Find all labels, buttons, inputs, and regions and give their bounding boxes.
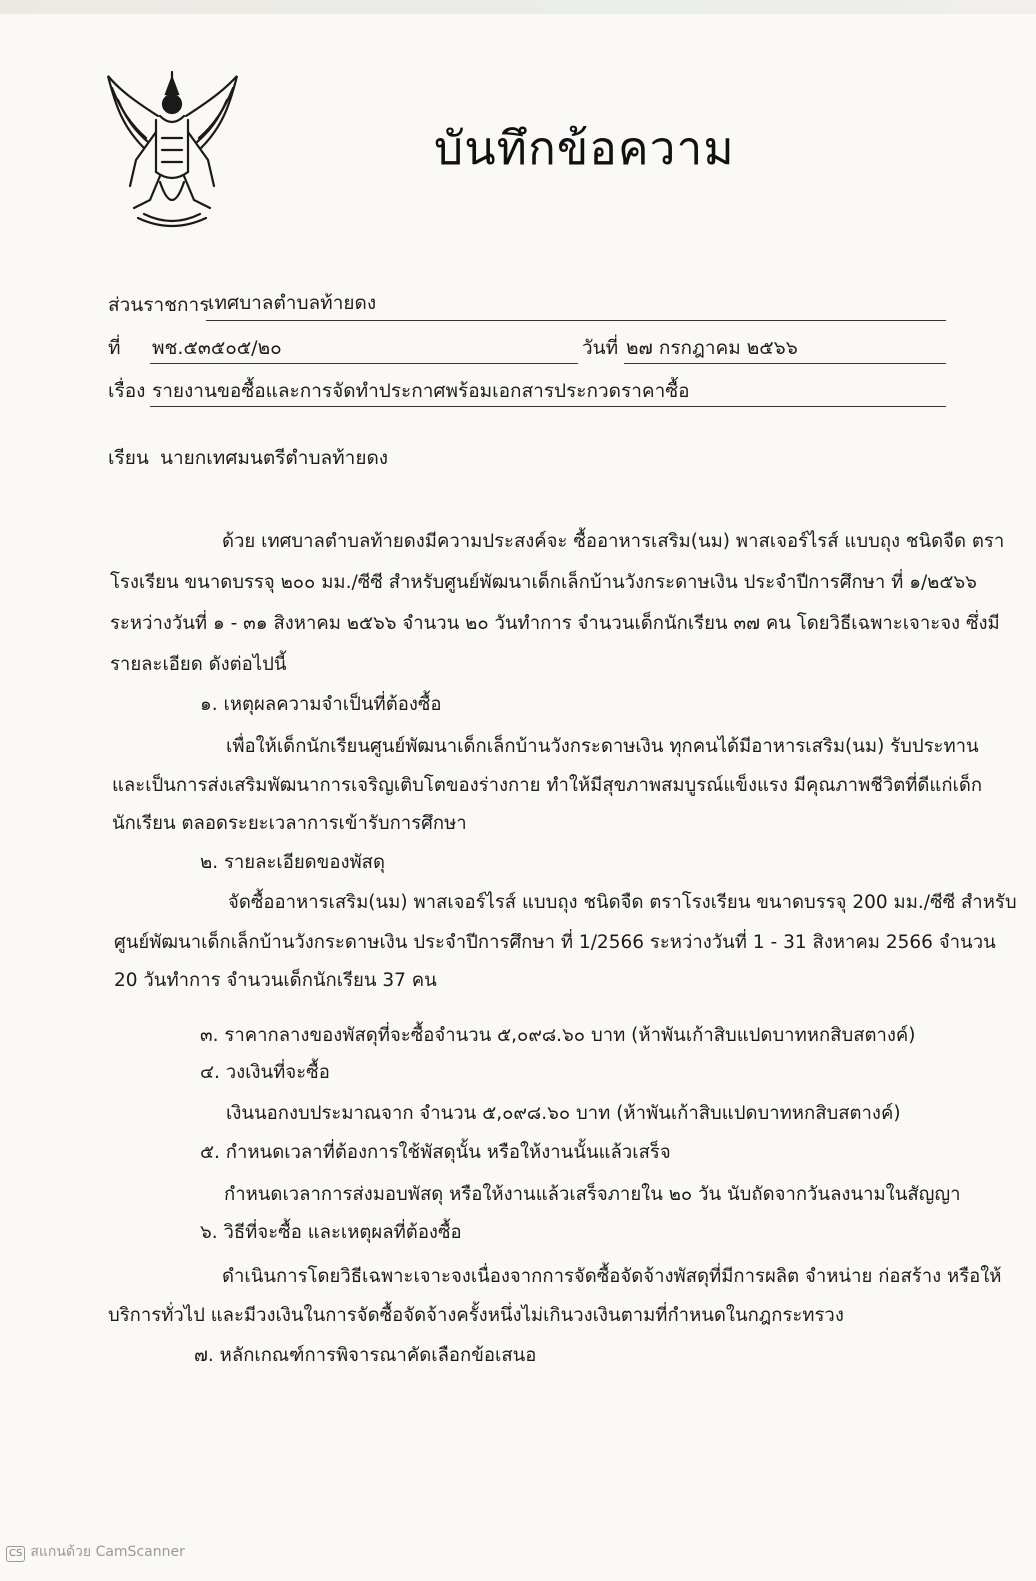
garuda-emblem-icon <box>100 68 245 230</box>
section-1-line: นักเรียน ตลอดระยะเวลาการเข้ารับการศึกษา <box>112 813 467 834</box>
section-3-heading: ๓. ราคากลางของพัสดุที่จะซื้อจำนวน ๕,๐๙๘.๖๐ บาท (ห้าพันเก้าสิบแปดบาทหกสิบสตางค์) <box>200 1025 916 1046</box>
intro-line: รายละเอียด ดังต่อไปนี้ <box>110 654 287 675</box>
camscanner-watermark <box>6 1541 185 1563</box>
section-2-line: ศูนย์พัฒนาเด็กเล็กบ้านวังกระดาษเงิน ประจำปีการศึกษา ที่ 1/2566 ระหว่างวันที่ 1 - 31 สิงหาคม 2566 จำนวน <box>114 932 996 953</box>
date-label: วันที่ <box>582 337 619 359</box>
section-4-line: เงินนอกงบประมาณจาก จำนวน ๕,๐๙๘.๖๐ บาท (ห้าพันเก้าสิบแปดบาทหกสิบสตางค์) <box>226 1103 901 1124</box>
to-value: นายกเทศมนตรีตำบลท้ายดง <box>160 447 389 469</box>
agency-line <box>206 320 946 321</box>
section-6-heading: ๖. วิธีที่จะซื้อ และเหตุผลที่ต้องซื้อ <box>200 1222 462 1243</box>
section-6-line: ดำเนินการโดยวิธีเฉพาะเจาะจงเนื่องจากการจัดซื้อจัดจ้างพัสดุที่มีการผลิต จำหน่าย ก่อสร้าง หรือให้ <box>222 1266 1002 1287</box>
section-1-line: และเป็นการส่งเสริมพัฒนาการเจริญเติบโตของร่างกาย ทำให้มีสุขภาพสมบูรณ์แข็งแรง มีคุณภาพชีวิตที่ดีแก่เด็ก <box>112 775 983 796</box>
ref-value: พช.๕๓๕๐๕/๒๐ <box>152 337 282 359</box>
section-5-heading: ๕. กำหนดเวลาที่ต้องการใช้พัสดุนั้น หรือให้งานนั้นแล้วเสร็จ <box>200 1142 671 1163</box>
section-1-line: เพื่อให้เด็กนักเรียนศูนย์พัฒนาเด็กเล็กบ้านวังกระดาษเงิน ทุกคนได้มีอาหารเสริม(นม) รับประทาน <box>226 736 979 757</box>
section-1-heading: ๑. เหตุผลความจำเป็นที่ต้องซื้อ <box>200 694 442 715</box>
intro-line: โรงเรียน ขนาดบรรจุ ๒๐๐ มม./ซีซี สำหรับศูนย์พัฒนาเด็กเล็กบ้านวังกระดาษเงิน ประจำปีการศึกษา ที่ ๑/๒๕๖๖ <box>110 572 977 593</box>
subject-line <box>150 406 946 407</box>
section-2-heading: ๒. รายละเอียดของพัสดุ <box>200 852 385 873</box>
section-6-line: บริการทั่วไป และมีวงเงินในการจัดซื้อจัดจ้างครั้งหนึ่งไม่เกินวงเงินตามที่กำหนดในกฎกระทรวง <box>108 1305 844 1326</box>
agency-value: เทศบาลตำบลท้ายดง <box>208 292 377 314</box>
scan-top-strip <box>0 0 1036 14</box>
to-label: เรียน <box>108 447 149 469</box>
subject-label: เรื่อง <box>108 380 146 402</box>
camscanner-logo-icon: CS <box>6 1546 25 1562</box>
intro-line: ด้วย เทศบาลตำบลท้ายดงมีความประสงค์จะ ซื้ออาหารเสริม(นม) พาสเจอร์ไรส์ แบบถุง ชนิดจืด ตรา <box>222 531 1005 552</box>
section-5-line: กำหนดเวลาการส่งมอบพัสดุ หรือให้งานแล้วเสร็จภายใน ๒๐ วัน นับถัดจากวันลงนามในสัญญา <box>224 1184 961 1205</box>
memo-title: บันทึกข้อความ <box>434 121 735 175</box>
ref-label: ที่ <box>108 337 121 359</box>
agency-label: ส่วนราชการ <box>108 294 210 316</box>
date-line <box>624 363 946 364</box>
section-2-line: 20 วันทำการ จำนวนเด็กนักเรียน 37 คน <box>114 970 437 991</box>
section-7-heading: ๗. หลักเกณฑ์การพิจารณาคัดเลือกข้อเสนอ <box>194 1345 537 1366</box>
section-4-heading: ๔. วงเงินที่จะซื้อ <box>200 1062 330 1083</box>
date-value: ๒๗ กรกฎาคม ๒๕๖๖ <box>626 337 798 359</box>
ref-line <box>150 363 578 364</box>
intro-line: ระหว่างวันที่ ๑ - ๓๑ สิงหาคม ๒๕๖๖ จำนวน ๒๐ วันทำการ จำนวนเด็กนักเรียน ๓๗ คน โดยวิธีเฉพาะเจาะจง ซึ่งมี <box>110 613 1000 634</box>
camscanner-text: สแกนด้วย CamScanner <box>30 1544 185 1560</box>
section-2-line: จัดซื้ออาหารเสริม(นม) พาสเจอร์ไรส์ แบบถุง ชนิดจืด ตราโรงเรียน ขนาดบรรจุ 200 มม./ซีซี สำหรับ <box>228 892 1017 913</box>
subject-value: รายงานขอซื้อและการจัดทำประกาศพร้อมเอกสารประกวดราคาซื้อ <box>152 380 690 402</box>
